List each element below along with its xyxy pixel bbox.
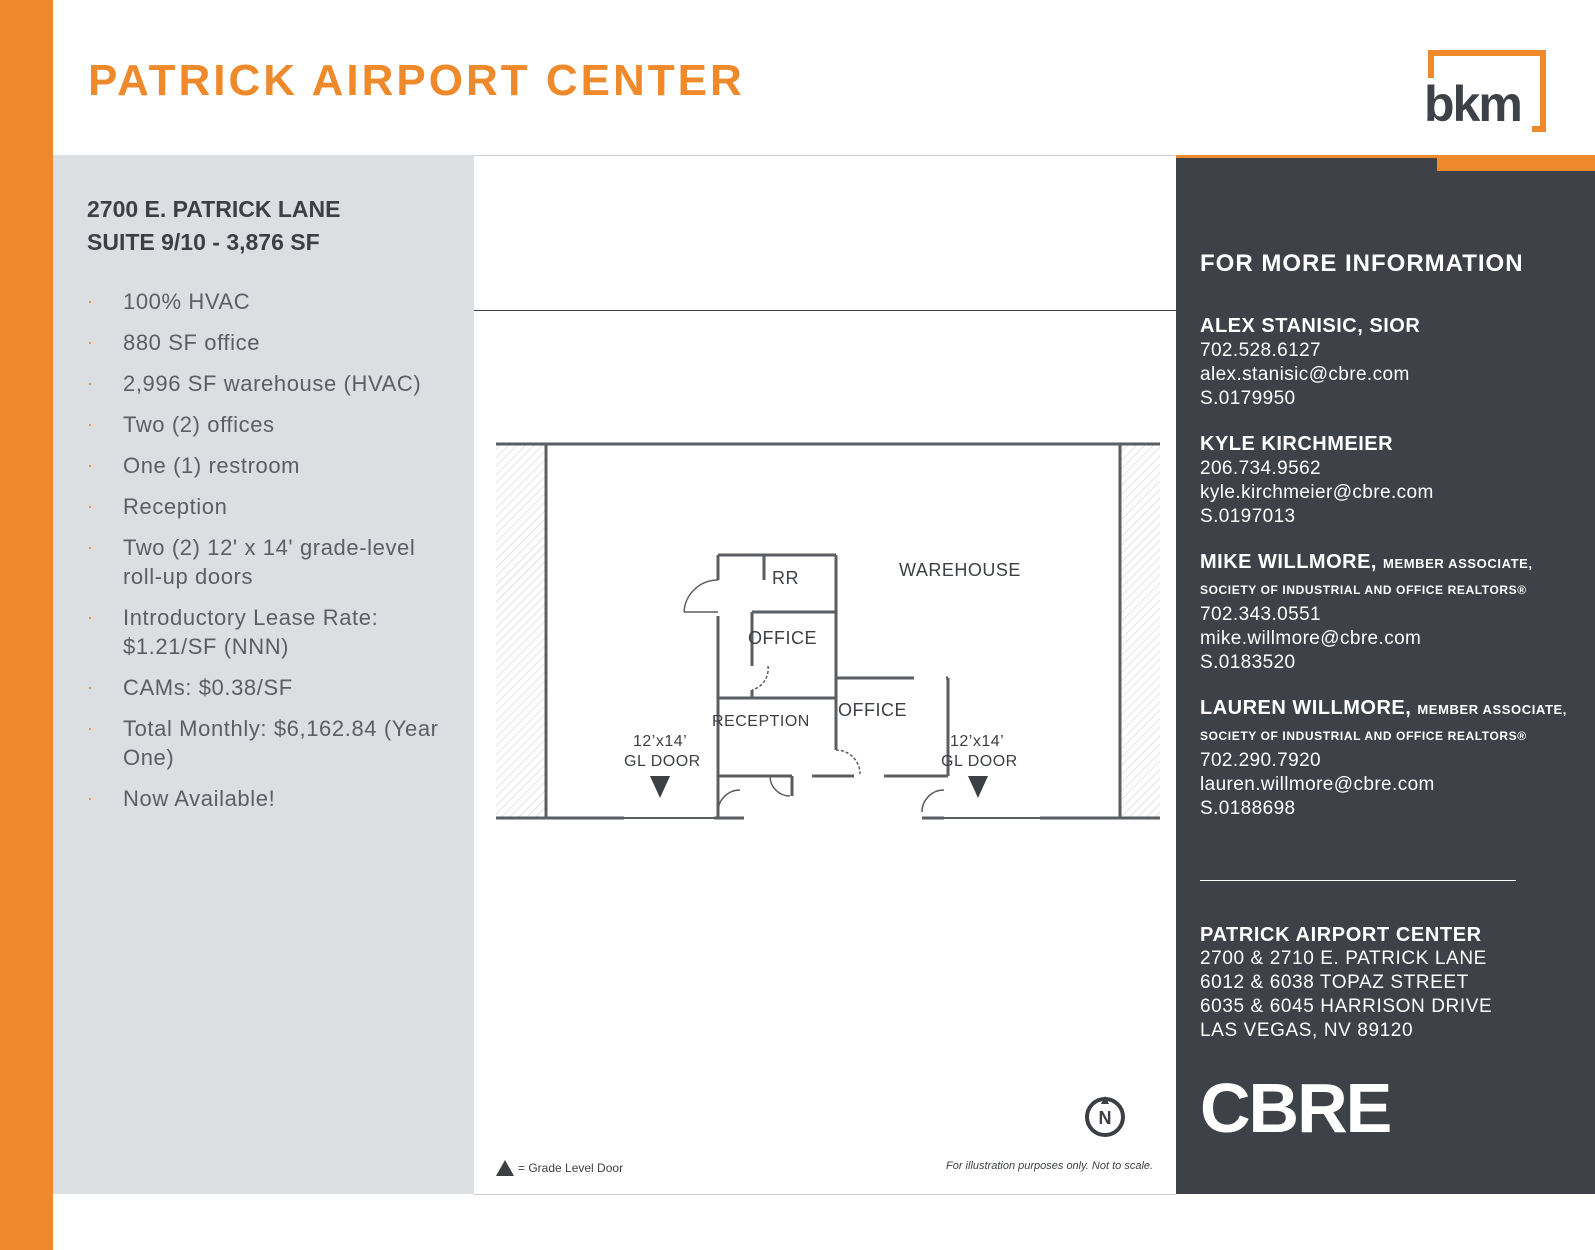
left-hatched-wall xyxy=(496,443,546,818)
floor-plan xyxy=(474,420,1174,840)
contact-name: ALEX STANISIC, SIOR xyxy=(1200,315,1421,337)
bullet-icon: · xyxy=(87,332,94,352)
contact-email[interactable]: kyle.kirchmeier@cbre.com xyxy=(1200,482,1434,503)
feature-item: · One (1) restroom xyxy=(87,453,301,478)
contact-name-row xyxy=(1200,695,1590,723)
bkm-logo-text: bkm xyxy=(1420,78,1525,130)
feature-item: · Total Monthly: $6,162.84 (Year One) xyxy=(87,716,439,770)
warehouse-label: WAREHOUSE xyxy=(899,560,1021,580)
feature-item: · 880 SF office xyxy=(87,330,261,355)
bkm-logo xyxy=(1420,50,1554,130)
feature-item: · 100% HVAC xyxy=(87,289,251,314)
property-address-line: 6035 & 6045 HARRISON DRIVE xyxy=(1200,996,1493,1017)
property-address-line: 2700 & 2710 E. PATRICK LANE xyxy=(1200,948,1487,969)
property-info xyxy=(1200,923,1492,1043)
listing-address xyxy=(87,193,340,259)
office1-label: OFFICE xyxy=(748,628,817,648)
contact-card xyxy=(1200,549,1590,675)
door-left-size: 12’x14’ xyxy=(633,733,688,750)
feature-item: · Two (2) 12' x 14' grade-level roll-up doors xyxy=(87,535,416,589)
compass-letter: N xyxy=(1098,1108,1112,1128)
contact-name: KYLE KIRCHMEIER xyxy=(1200,433,1394,455)
contact-role: MEMBER ASSOCIATE, xyxy=(1417,702,1567,717)
left-accent-stripe xyxy=(0,0,53,1250)
feature-item: · Now Available! xyxy=(87,786,276,811)
bullet-icon: · xyxy=(87,537,94,557)
plan-disclaimer: For illustration purposes only. Not to scale. xyxy=(946,1160,1154,1172)
contact-phone[interactable]: 702.343.0551 xyxy=(1200,604,1322,625)
contact-name: MIKE WILLMORE, xyxy=(1200,551,1377,573)
office-block xyxy=(718,555,948,818)
bullet-icon: · xyxy=(87,607,94,627)
bullet-icon: · xyxy=(87,677,94,697)
bullet-icon: · xyxy=(87,496,94,516)
listing-panel xyxy=(53,155,474,1194)
grade-door-legend-icon xyxy=(496,1160,514,1176)
contact-license: S.0188698 xyxy=(1200,798,1296,819)
page-title: PATRICK AIRPORT CENTER xyxy=(88,56,745,105)
cbre-logo: CBRE xyxy=(1200,1069,1391,1147)
grade-door-right-icon xyxy=(968,776,988,798)
feature-list xyxy=(87,287,457,825)
contact-affiliation: SOCIETY OF INDUSTRIAL AND OFFICE REALTORS® xyxy=(1200,583,1527,597)
address-line-2: SUITE 9/10 - 3,876 SF xyxy=(87,229,320,255)
rr-label: RR xyxy=(772,568,799,588)
contact-heading: FOR MORE INFORMATION xyxy=(1200,250,1524,277)
bkm-logo-frame-corner xyxy=(1532,126,1546,132)
north-compass-icon xyxy=(1084,1096,1126,1138)
contact-card xyxy=(1200,431,1590,529)
contact-email[interactable]: mike.willmore@cbre.com xyxy=(1200,628,1422,649)
grade-door-left-icon xyxy=(650,776,670,798)
contact-card xyxy=(1200,313,1590,411)
contact-license: S.0183520 xyxy=(1200,652,1296,673)
contact-name-row xyxy=(1200,549,1590,577)
contact-license: S.0179950 xyxy=(1200,388,1296,409)
legend-text: = Grade Level Door xyxy=(518,1161,624,1175)
door-left-label: GL DOOR xyxy=(624,753,701,770)
address-line-1: 2700 E. PATRICK LANE xyxy=(87,196,341,222)
contact-divider xyxy=(1200,880,1516,881)
bullet-icon: · xyxy=(87,373,94,393)
center-top-border xyxy=(474,155,1176,156)
contact-list xyxy=(1200,313,1590,841)
contact-phone[interactable]: 702.528.6127 xyxy=(1200,340,1322,361)
contact-card xyxy=(1200,695,1590,821)
contact-affiliation: SOCIETY OF INDUSTRIAL AND OFFICE REALTORS® xyxy=(1200,729,1527,743)
office2-label: OFFICE xyxy=(838,700,907,720)
contact-phone[interactable]: 702.290.7920 xyxy=(1200,750,1322,771)
contact-panel xyxy=(1176,155,1595,1194)
panel-orange-tab xyxy=(1437,155,1595,171)
door-right-size: 12’x14’ xyxy=(950,733,1005,750)
reception-label: RECEPTION xyxy=(712,713,810,730)
bullet-icon: · xyxy=(87,788,94,808)
feature-item: · 2,996 SF warehouse (HVAC) xyxy=(87,371,422,396)
center-divider xyxy=(474,310,1176,311)
bullet-icon: · xyxy=(87,718,94,738)
center-bottom-border xyxy=(474,1194,1176,1195)
bullet-icon: · xyxy=(87,455,94,475)
property-name: PATRICK AIRPORT CENTER xyxy=(1200,924,1482,946)
feature-item: · Two (2) offices xyxy=(87,412,275,437)
property-address-line: LAS VEGAS, NV 89120 xyxy=(1200,1020,1414,1041)
property-address-line: 6012 & 6038 TOPAZ STREET xyxy=(1200,972,1469,993)
contact-license: S.0197013 xyxy=(1200,506,1296,527)
door-right-label: GL DOOR xyxy=(941,753,1018,770)
bullet-icon: · xyxy=(87,414,94,434)
bullet-icon: · xyxy=(87,291,94,311)
contact-name: LAUREN WILLMORE, xyxy=(1200,697,1412,719)
feature-item: · Reception xyxy=(87,494,228,519)
contact-phone[interactable]: 206.734.9562 xyxy=(1200,458,1322,479)
feature-item: · CAMs: $0.38/SF xyxy=(87,675,293,700)
outer-walls xyxy=(496,444,1160,818)
contact-role: MEMBER ASSOCIATE, xyxy=(1383,556,1533,571)
contact-email[interactable]: lauren.willmore@cbre.com xyxy=(1200,774,1435,795)
feature-item: · Introductory Lease Rate: $1.21/SF (NNN) xyxy=(87,605,379,659)
right-hatched-wall xyxy=(1120,443,1160,818)
plan-legend xyxy=(496,1160,623,1176)
contact-email[interactable]: alex.stanisic@cbre.com xyxy=(1200,364,1410,385)
